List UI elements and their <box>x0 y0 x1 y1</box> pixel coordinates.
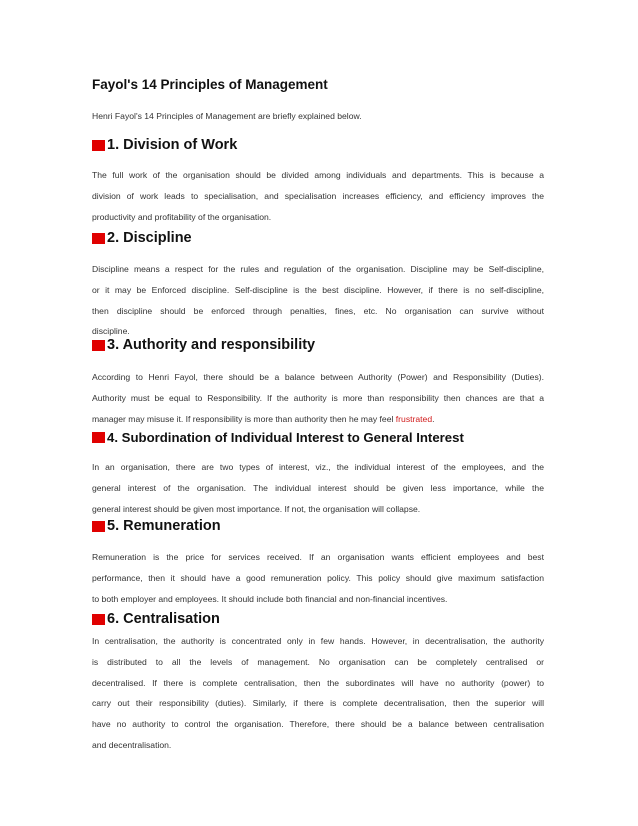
paragraph-line: The full work of the organisation should be divided among individuals and departments. This is because a <box>92 170 544 180</box>
paragraph-line: According to Henri Fayol, there should be a balance between Authority (Power) and Responsibility (Duties). <box>92 372 544 382</box>
section-heading-authority-responsibility <box>92 335 315 355</box>
red-square-bullet-icon <box>92 521 105 532</box>
section-heading-discipline <box>92 228 192 248</box>
section-heading-label: 4. Subordination of Individual Interest to General Interest <box>107 429 464 445</box>
page-title: Fayol's 14 Principles of Management <box>92 77 328 92</box>
paragraph-line-text: manager may misuse it. If responsibility is more than authority then he may feel <box>92 413 396 424</box>
paragraph-line: or it may be Enforced discipline. Self-discipline is the best discipline. However, if there is no self-discipline, <box>92 284 544 295</box>
section-paragraph-division-of-work <box>92 165 544 227</box>
section-heading-label: 3. Authority and responsibility <box>107 337 316 353</box>
section-heading-division-of-work <box>92 135 237 155</box>
paragraph-line: is distributed to all the levels of management. No organisation can be completely centralised or <box>92 656 544 667</box>
red-square-bullet-icon <box>92 340 105 351</box>
intro-text: Henri Fayol's 14 Principles of Management are briefly explained below. <box>92 111 362 121</box>
paragraph-line-end: . <box>432 413 435 424</box>
section-heading-subordination <box>92 427 464 447</box>
section-paragraph-remuneration <box>92 547 544 609</box>
paragraph-line: performance, then it should have a good remuneration policy. This policy should give maximum satisfaction <box>92 572 544 583</box>
paragraph-line: Remuneration is the price for services received. If an organisation wants efficient employees and best <box>92 552 544 562</box>
paragraph-line: then discipline should be enforced through penalties, fines, etc. No organisation can survive without <box>92 305 544 316</box>
section-paragraph-centralisation-body <box>92 617 544 756</box>
paragraph-line: Discipline means a respect for the rules and regulation of the organisation. Discipline may be Self-discipline, <box>92 264 544 274</box>
section-heading-label: 6. Centralisation <box>107 611 220 627</box>
paragraph-line: carry out their responsibility (duties). Similarly, if there is complete decentralisation, then the superior will <box>92 698 544 709</box>
section-paragraph-authority-responsibility <box>92 367 544 429</box>
red-square-bullet-icon <box>92 233 105 244</box>
paragraph-line: discipline. <box>92 326 130 337</box>
paragraph-line: Authority must be equal to Responsibility. If the authority is more than responsibility then chances are that a <box>92 392 544 403</box>
section-paragraph-discipline <box>92 259 544 342</box>
paragraph-spacer <box>92 617 544 631</box>
section-heading-remuneration <box>92 516 221 536</box>
paragraph-line: In an organisation, there are two types of interest, viz., the individual interest of the employees, and the <box>92 462 544 472</box>
paragraph-line: division of work leads to specialisation, and specialisation increases efficiency, and efficiency improves the <box>92 190 544 201</box>
paragraph-line: and decentralisation. <box>92 739 172 750</box>
frustrated-link[interactable]: frustrated <box>395 413 433 424</box>
paragraph-line: general interest of the organisation. The individual interest should be given less importance, while the <box>92 482 544 493</box>
section-heading-label: 5. Remuneration <box>107 518 221 534</box>
section-paragraph-subordination <box>92 457 544 519</box>
paragraph-line: productivity and profitability of the organisation. <box>92 211 272 222</box>
section-heading-label: 2. Discipline <box>107 230 192 246</box>
paragraph-line: have no authority to control the organisation. Therefore, there should be a balance between centralisation <box>92 719 544 730</box>
paragraph-line: to both employer and employees. It should include both financial and non-financial incentives. <box>92 593 448 604</box>
paragraph-line: In centralisation, the authority is concentrated only in few hands. However, in decentralisation, the authority <box>92 636 544 646</box>
paragraph-line: decentralised. If there is complete centralisation, then the subordinates will have no authority (power) to <box>92 677 544 688</box>
red-square-bullet-icon <box>92 432 105 443</box>
paragraph-line: general interest should be given most importance. If not, the organisation will collapse. <box>92 503 421 514</box>
red-square-bullet-icon <box>92 140 105 151</box>
section-heading-label: 1. Division of Work <box>107 137 238 153</box>
